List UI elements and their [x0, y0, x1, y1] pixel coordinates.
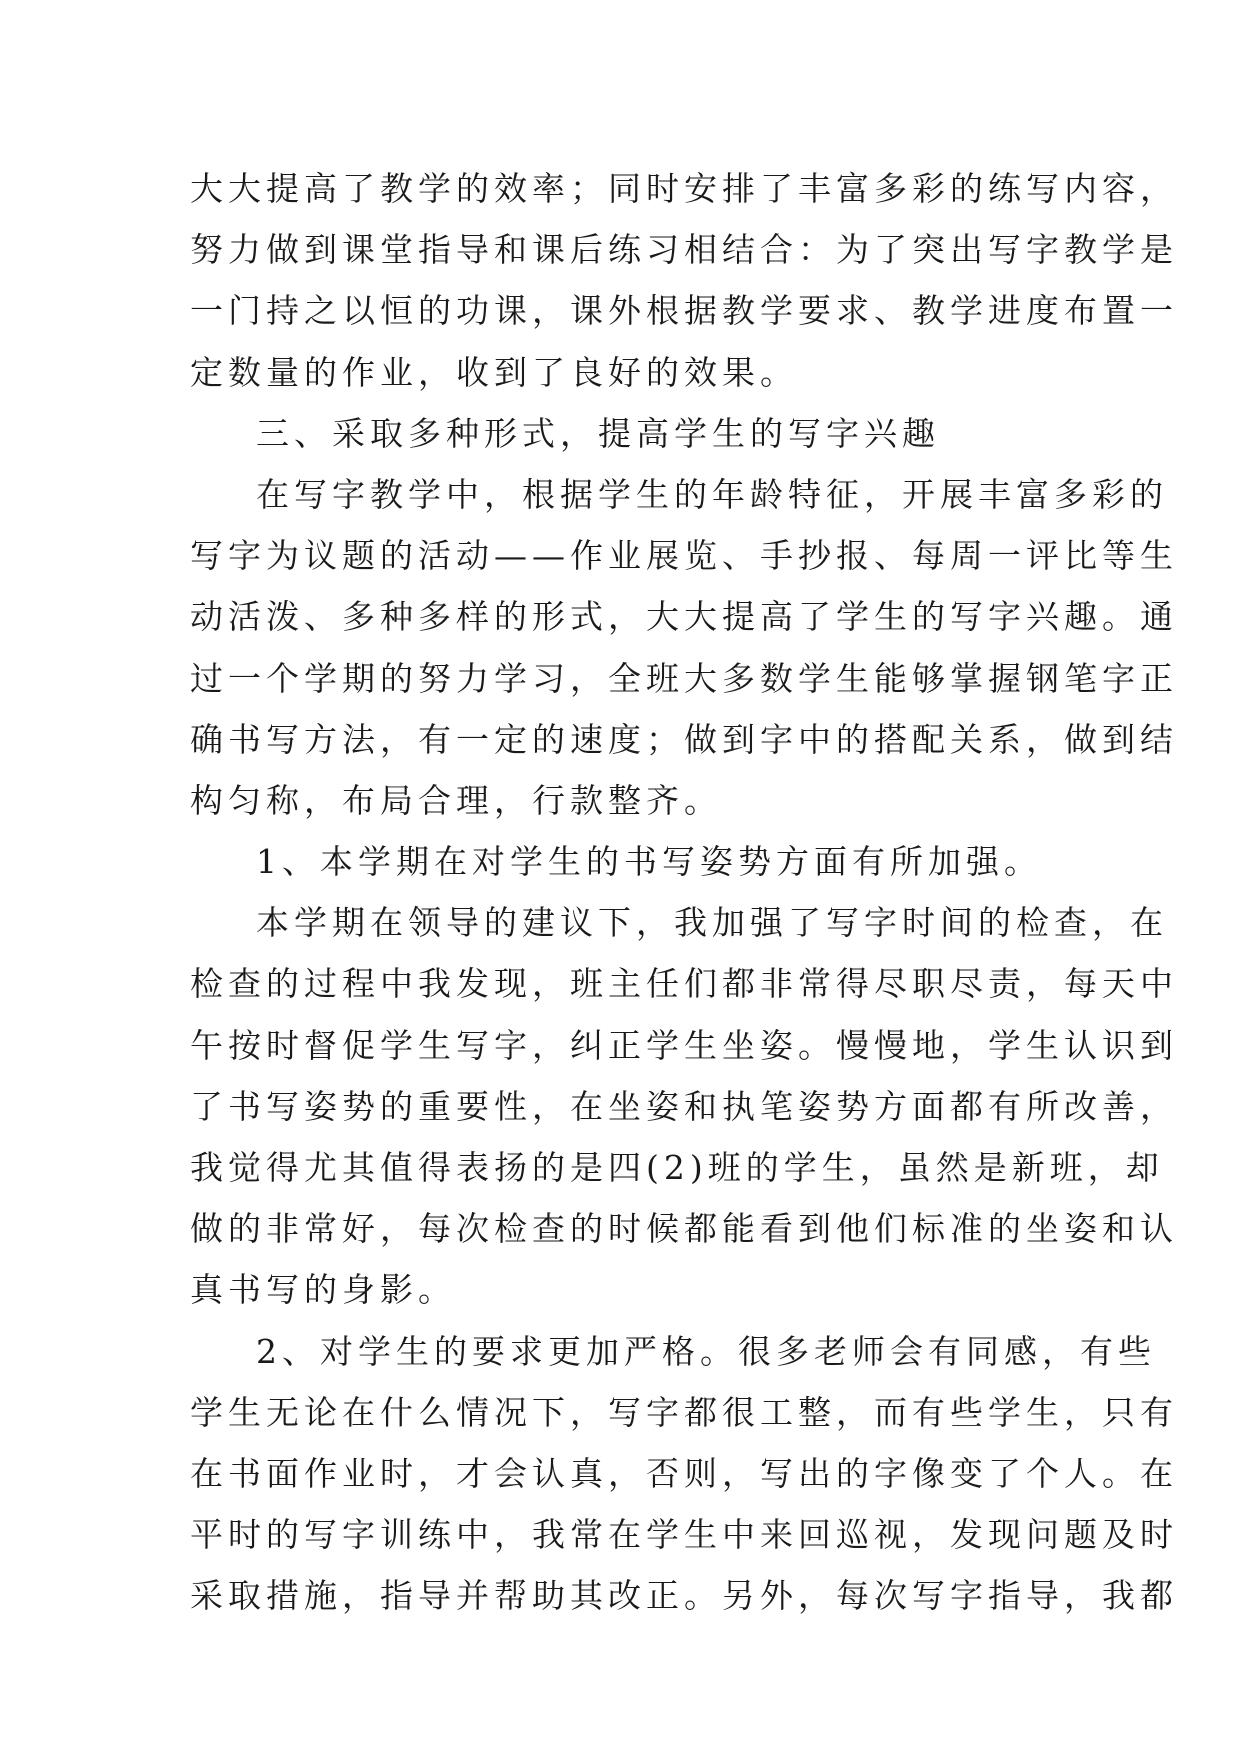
- text-line-4: 定数量的作业，收到了良好的效果。: [190, 352, 798, 392]
- body-text: [190, 158, 1178, 1627]
- text-line-7: 写字为议题的活动——作业展览、手抄报、每周一评比等生: [190, 536, 1178, 576]
- text-line-18: 做的非常好，每次检查的时候都能看到他们标准的坐姿和认: [190, 1209, 1178, 1249]
- subheading-1: 1、本学期在对学生的书写姿势方面有所加强。: [256, 842, 1042, 882]
- text-line-14: 检查的过程中我发现，班主任们都非常得尽职尽责，每天中: [190, 964, 1178, 1004]
- text-line-19: 真书写的身影。: [190, 1270, 456, 1310]
- section-heading-3: 三、采取多种形式，提高学生的写字兴趣: [256, 413, 940, 453]
- text-line-10: 确书写方法，有一定的速度；做到字中的搭配关系，做到结: [190, 719, 1178, 759]
- text-line-22: 在书面作业时，才会认真，否则，写出的字像变了个人。在: [190, 1453, 1178, 1493]
- text-line-15: 午按时督促学生写字，纠正学生坐姿。慢慢地，学生认识到: [190, 1025, 1178, 1065]
- text-line-21: 学生无论在什么情况下，写字都很工整，而有些学生，只有: [190, 1392, 1178, 1432]
- text-line-11: 构匀称，布局合理，行款整齐。: [190, 780, 722, 820]
- text-line-3: 一门持之以恒的功课，课外根据教学要求、教学进度布置一: [190, 291, 1178, 331]
- text-line-8: 动活泼、多种多样的形式，大大提高了学生的写字兴趣。通: [190, 597, 1178, 637]
- subheading-2: 2、对学生的要求更加严格。很多老师会有同感，有些: [256, 1331, 1156, 1371]
- text-line-16: 了书写姿势的重要性，在坐姿和执笔姿势方面都有所改善，: [190, 1086, 1178, 1126]
- text-line-2: 努力做到课堂指导和课后练习相结合：为了突出写字教学是: [190, 230, 1178, 270]
- text-line-13: 本学期在领导的建议下，我加强了写字时间的检查，在: [256, 903, 1168, 943]
- text-line-1: 大大提高了教学的效率；同时安排了丰富多彩的练写内容，: [190, 169, 1178, 208]
- text-line-9: 过一个学期的努力学习，全班大多数学生能够掌握钢笔字正: [190, 658, 1178, 698]
- text-line-23: 平时的写字训练中，我常在学生中来回巡视，发现问题及时: [190, 1515, 1178, 1555]
- text-line-17: 我觉得尤其值得表扬的是四(2)班的学生，虽然是新班，却: [190, 1148, 1164, 1187]
- text-line-6: 在写字教学中，根据学生的年龄特征，开展丰富多彩的: [256, 474, 1168, 514]
- text-line-24: 采取措施，指导并帮助其改正。另外，每次写字指导，我都: [190, 1576, 1178, 1616]
